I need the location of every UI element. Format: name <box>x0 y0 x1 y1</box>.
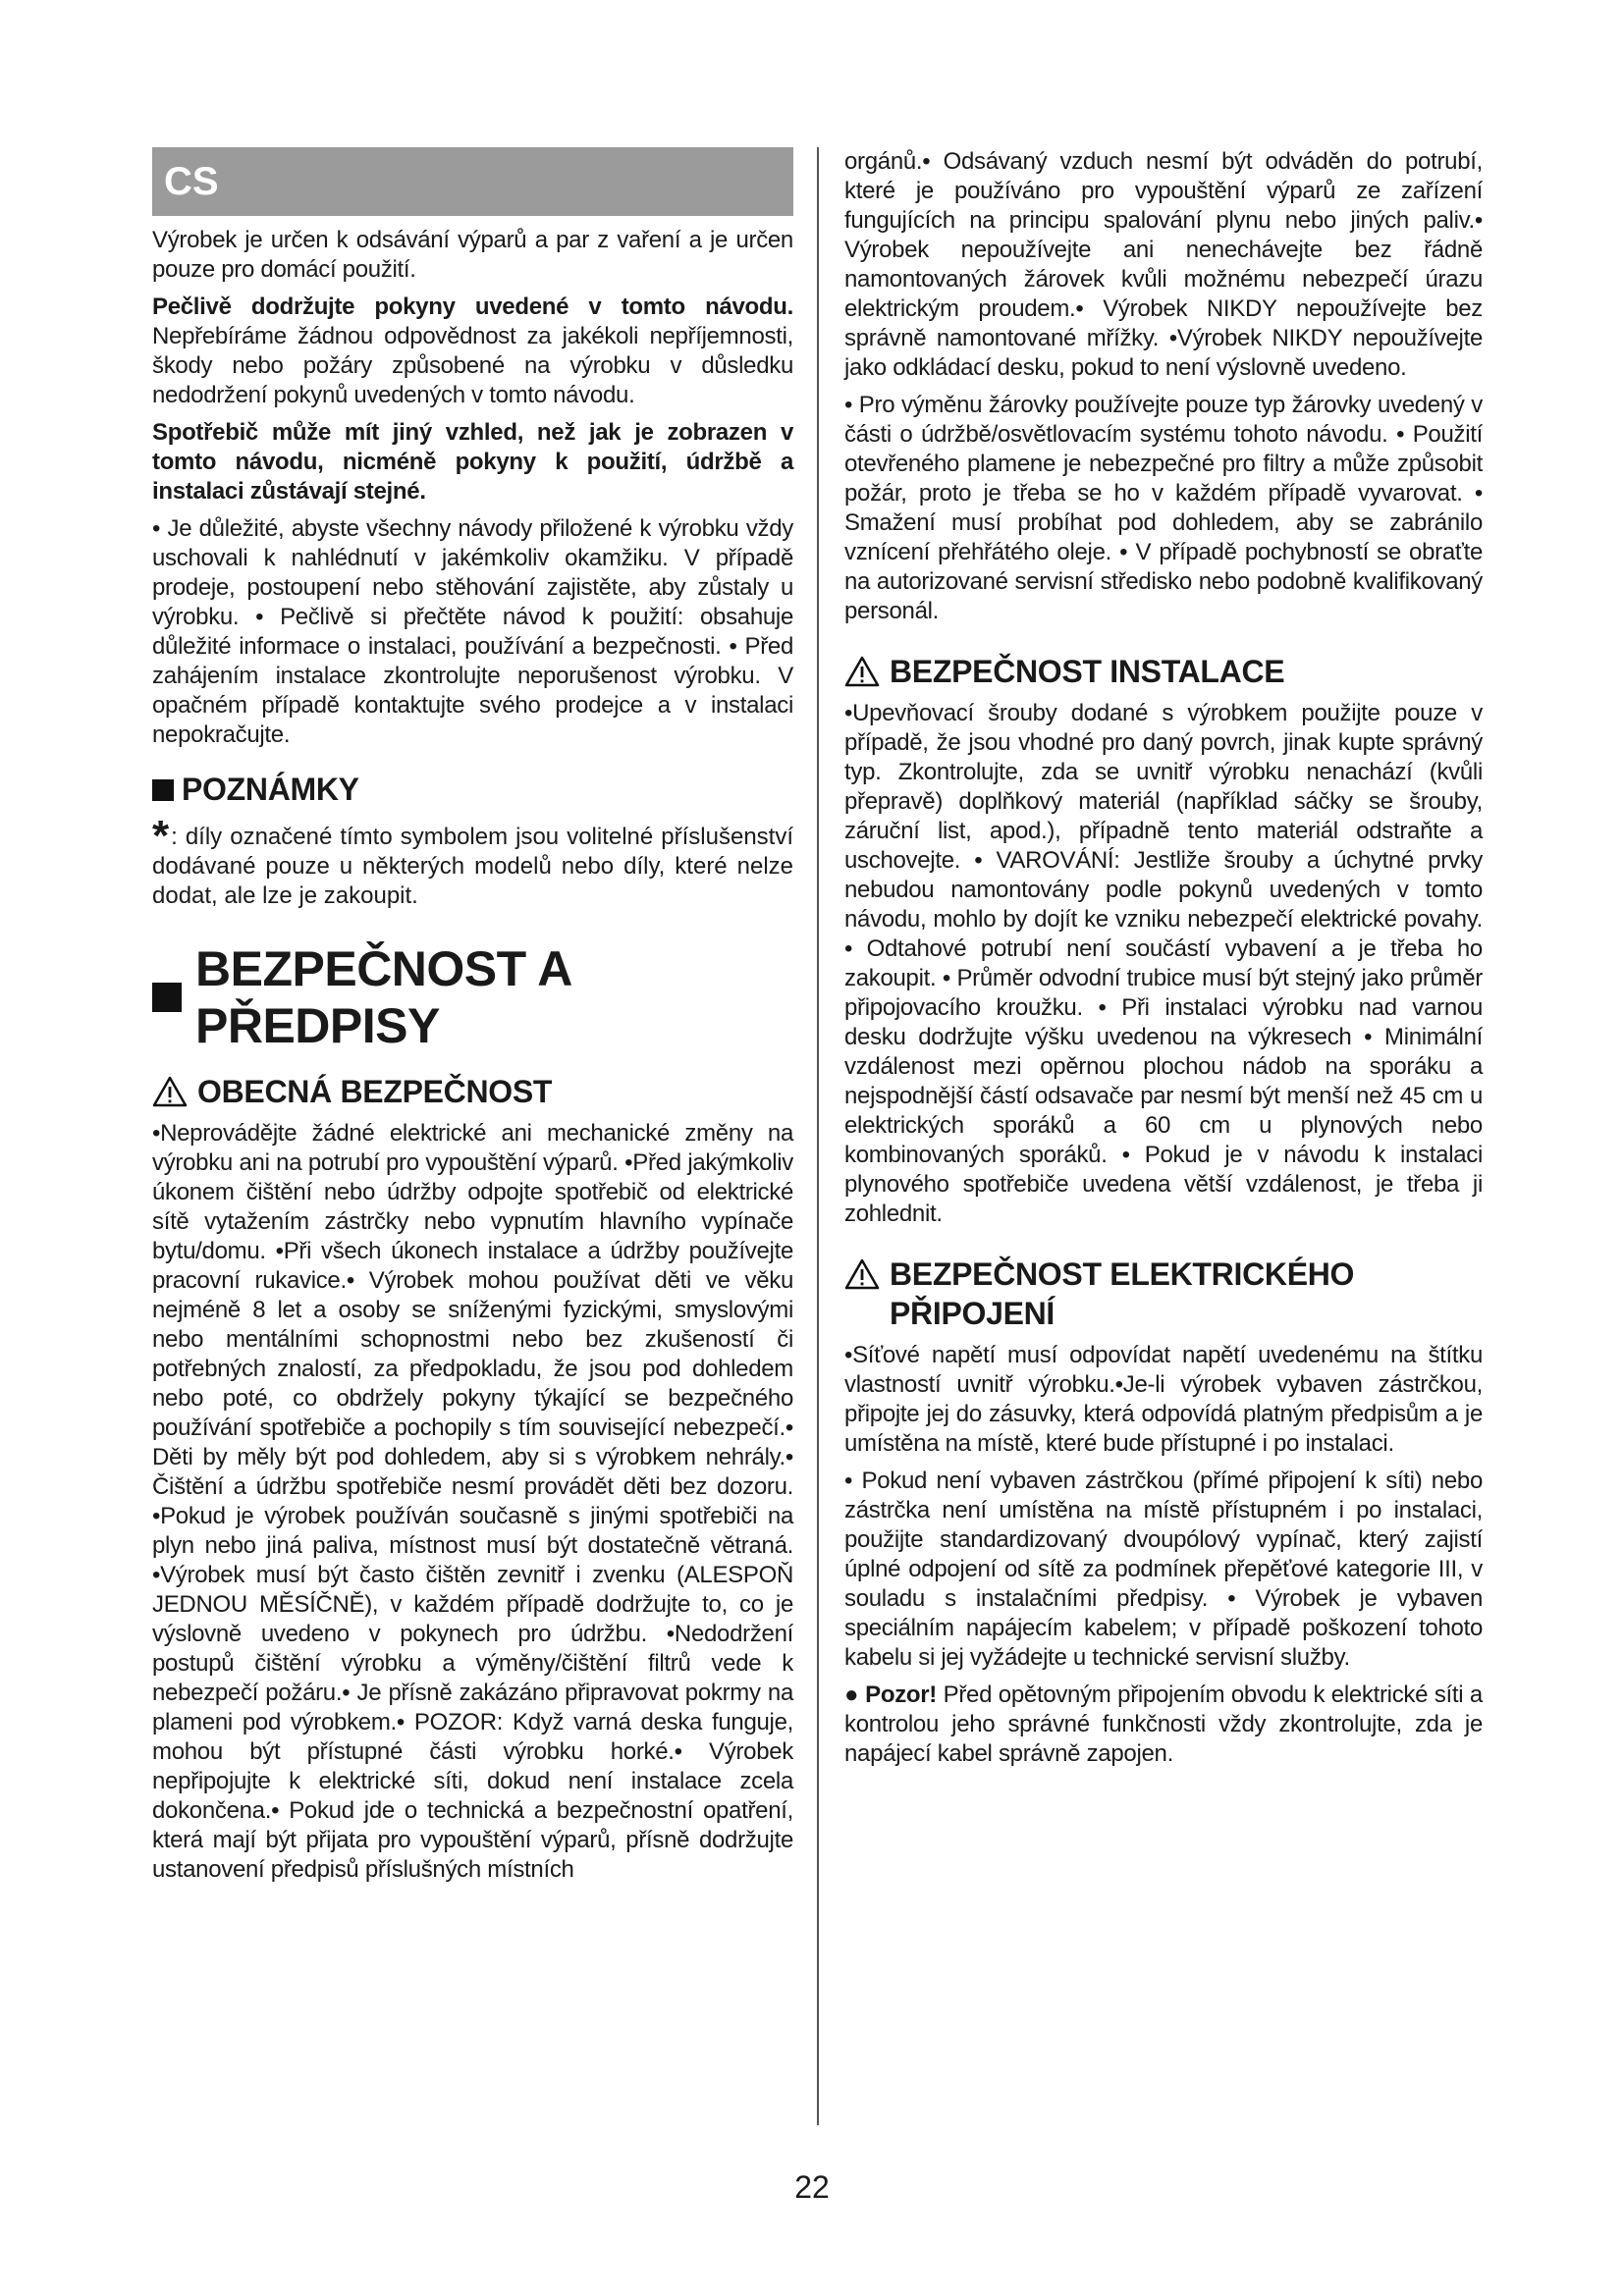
electrical-safety-heading <box>844 1255 1483 1333</box>
main-heading <box>152 940 793 1054</box>
notes-description: : díly označené tímto symbolem jsou volitelné příslušenství dodávané pouze u některých modelů nebo díly, které nelze dodat, ale lze je zakoupit. <box>152 824 793 909</box>
general-safety-continued: orgánů.• Odsávaný vzduch nesmí být odváděn do potrubí, které je používáno pro vypouštění výparů ze zařízení fungujících na principu spalování plynu nebo jiných paliv.• Výrobek nepoužívejte ani nenechávejte bez řádně namontovaných žárovek kvůli možnému nebezpečí úrazu elektrickým proudem.• Výrobek NIKDY nepoužívejte bez správně namontované mřížky. •Výrobek NIKDY nepoužívejte jako odkládací desku, pokud to není výslovně uvedeno. <box>844 148 1483 381</box>
notes-heading <box>152 772 793 808</box>
intro-text: Nepřebíráme žádnou odpovědnost za jakékoli nepříjemnosti, škody nebo požáry způsobené na výrobku v důsledku nedodržení pokynů uvedených v tomto návodu. <box>152 323 793 408</box>
square-bullet-icon <box>152 779 174 801</box>
installation-safety-heading <box>844 652 1483 691</box>
general-safety-heading-text: OBECNÁ BEZPEČNOST <box>197 1074 553 1109</box>
notes-heading-text: POZNÁMKY <box>182 772 359 807</box>
installation-safety-heading-text: BEZPEČNOST INSTALACE <box>890 654 1285 689</box>
intro-bold-text: Pečlivě dodržujte pokyny uvedené v tomto návodu. <box>152 294 793 320</box>
intro-keep-manual: • Je důležité, abyste všechny návody přiložené k výrobku vždy uschovali k nahlédnutí v jakémkoliv okamžiku. V případě prodeje, postoupení nebo stěhování zajistěte, aby zůstaly u výrobku. • Pečlivě si přečtěte návod k použití: obsahuje důležité informace o instalaci, používání a bezpečnosti. • Před zahájením instalace zkontrolujte neporušenost výrobku. V opačném případě kontaktujte svého prodejce a v instalaci nepokračujte. <box>152 515 793 748</box>
notes-text <box>152 812 793 911</box>
warning-triangle-icon <box>152 1076 188 1107</box>
column-divider <box>817 147 819 2125</box>
language-bar: CS <box>152 147 793 216</box>
electrical-safety-warning <box>844 1681 1483 1769</box>
intro-appearance-note: Spotřebič může mít jiný vzhled, než jak je zobrazen v tomto návodu, nicméně pokyny k použití, údržbě a instalaci zůstávají stejné. <box>152 419 793 505</box>
electrical-safety-heading-text <box>890 1255 1354 1333</box>
warning-triangle-icon <box>844 656 880 687</box>
main-heading-text: BEZPEČNOST A PŘEDPISY <box>195 941 570 1053</box>
electrical-safety-heading-line2: PŘIPOJENÍ <box>890 1296 1056 1331</box>
general-safety-text: •Neprovádějte žádné elektrické ani mechanické změny na výrobku ani na potrubí pro vypouštění výparů. •Před jakýmkoliv úkonem čištění nebo údržby odpojte spotřebič od elektrické sítě vytažením zástrčky nebo vypnutím hlavního vypínače bytu/domu. •Při všech úkonech instalace a údržby používejte pracovní rukavice.• Výrobek mohou používat děti ve věku nejméně 8 let a osoby se sníženými fyzickými, smyslovými nebo mentálními schopnostmi nebo bez zkušeností či potřebných znalostí, za předpokladu, že jsou pod dohledem nebo poté, co obdržely pokyny týkající se bezpečného používání spotřebiče a pochopily s tím související nebezpečí.• Děti by měly být pod dohledem, aby si s výrobkem nehrály.• Čištění a údržbu spotřebiče nesmí provádět děti bez dozoru. •Pokud je výrobek používán současně s jinými spotřebiči na plyn nebo jiná paliva, místnost musí být dostatečně větraná. •Výrobek musí být často čištěn zevnitř i zvenku (ALESPOŇ JEDNOU MĚSÍČNĚ), v každém případě dodržujte to, co je výslovně uvedeno v pokynech pro údržbu. •Nedodržení postupů čištění výrobku a výměny/čištění filtrů vede k nebezpečí požáru.• Je přísně zakázáno připravovat pokrmy na plameni pod výrobkem.• POZOR: Když varná deska funguje, mohou být přístupné části výrobku horké.• Výrobek nepřipojujte k elektrické síti, dokud není instalace zcela dokončena.• Pokud jde o technická a bezpečnostní opatření, která mají být přijata pro vypouštění výparů, přísně dodržujte ustanovení předpisů příslušných místních <box>152 1120 793 1883</box>
installation-safety-text: •Upevňovací šrouby dodané s výrobkem použijte pouze v případě, že jsou vhodné pro daný povrch, jinak kupte správný typ. Zkontrolujte, zda se uvnitř výrobku nenachází (kvůli přepravě) doplňkový materiál (například sáčky se šrouby, záruční list, apod.), případně tento materiál odstraňte a uschovejte. • VAROVÁNÍ: Jestliže šrouby a úchytné prvky nebudou namontovány podle pokynů uvedených v tomto návodu, mohlo by dojít ke vzniku nebezpečí elektrické povahy. • Odtahové potrubí není součástí vybavení a je třeba ho zakoupit. • Průměr odvodní trubice musí být stejný jako průměr připojovacího kroužku. • Při instalaci výrobku nad varnou desku dodržujte výšku uvedenou na výkresech • Minimální vzdálenost mezi opěrnou plochou nádob na sporáku a nejspodnější částí odsavače par nesmí být menší než 45 cm u elektrických sporáků a 60 cm u plynových nebo kombinovaných sporáků. • Pokud je v návodu k instalaci plynového spotřebiče uvedena větší vzdálenost, je třeba ji zohlednit. <box>844 700 1483 1227</box>
electrical-safety-heading-line1: BEZPEČNOST ELEKTRICKÉHO <box>890 1256 1355 1292</box>
warning-text: Před opětovným připojením obvodu k elektrické síti a kontrolou jeho správné funkčnosti vždy zkontrolujte, zda je napájecí kabel správně zapojen. <box>844 1682 1483 1767</box>
general-safety-heading <box>152 1072 793 1111</box>
intro-paragraph: Výrobek je určen k odsávání výparů a par z vaření a je určen pouze pro domácí použití. <box>152 227 793 283</box>
asterisk-icon: * <box>152 812 170 860</box>
electrical-safety-text-2: • Pokud není vybaven zástrčkou (přímé připojení k síti) nebo zástrčka není umístěna na místě přístupném i po instalaci, použijte standardizovaný dvoupólový vypínač, který zajistí úplné odpojení od sítě za podmínek přepěťové kategorie III, v souladu s instalačními předpisy. • Výrobek je vybaven speciálním napájecím kabelem; v případě poškození tohoto kabelu si jej vyžádejte u technické servisní služby. <box>844 1468 1483 1671</box>
intro-paragraph-responsibility <box>152 293 793 410</box>
warning-label: ● Pozor! <box>844 1682 937 1708</box>
left-column <box>152 147 793 1893</box>
right-column <box>844 147 1483 1777</box>
general-safety-continued-2: • Pro výměnu žárovky používejte pouze typ žárovky uvedený v části o údržbě/osvětlovacím systému tohoto návodu. • Použití otevřeného plamene je nebezpečné pro filtry a může způsobit požár, proto je třeba se ho v každém případě vyvarovat. • Smažení musí probíhat pod dohledem, aby se zabránilo vznícení přehřátého oleje. • V případě pochybností se obraťte na autorizované servisní středisko nebo podobně kvalifikovaný personál. <box>844 392 1483 624</box>
warning-triangle-icon <box>844 1258 880 1290</box>
electrical-safety-text: •Síťové napětí musí odpovídat napětí uvedenému na štítku vlastností uvnitř výrobku.•Je-li výrobek vybaven zástrčkou, připojte jej do zásuvky, která odpovídá platným předpisům a je umístěna na místě, které bude přístupné i po instalaci. <box>844 1342 1483 1457</box>
square-bullet-icon <box>152 983 182 1012</box>
page-number: 22 <box>794 2169 830 2205</box>
